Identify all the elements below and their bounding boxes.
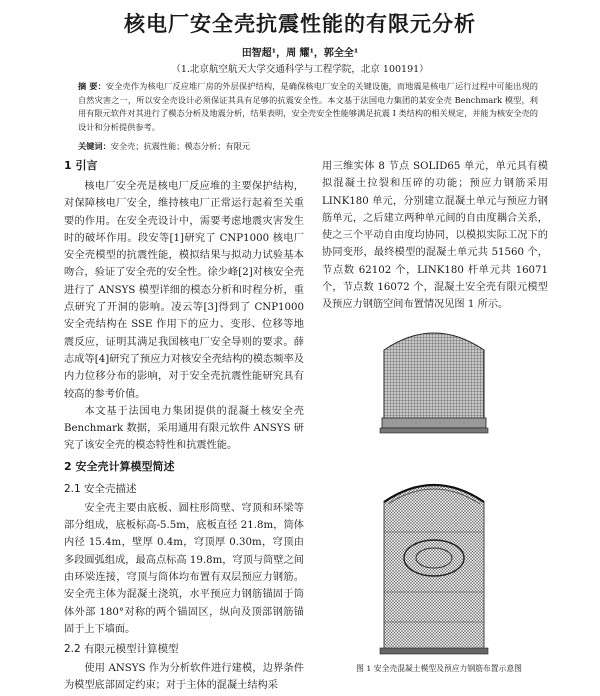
section-1-paragraph-2: 本文基于法国电力集团提供的混凝土核安全壳 Benchmark 数据，采用通用有限元软件 ANSYS 研究了该安全壳的模态特性和抗震性能。 (64, 405, 304, 452)
figure-caption: 图 1 安全壳混凝土模型及预应力钢筋布置示意图 (356, 664, 522, 673)
abstract-text: 安全壳作为核电厂反应堆厂房的外层保护结构，是确保核电厂安全的关键设施，而地震是核电厂运行过程中可能出现的自然灾害之一，所以安全壳设计必须保证其具有足够的抗震安全性。本文基于法国电力集团的某安全壳 Benchmark 模型，利用有限元软件对其进行了模态分析及地震分析，结果表明，安全壳安全性能够满足抗震 I 类结构的相关规定，并能为核安全壳的设计和分析提供参考。 (78, 81, 538, 132)
prestressed-tendon-layout (380, 485, 488, 654)
section-1-paragraph-1: 核电厂安全壳是核电厂反应堆的主要保护结构，对保障核电厂安全，维持核电厂正常运行起着至关重要的作用。在安全壳设计中，需要考虑地震灾害发生时的破坏作用。段安等[1]研究了 CNP1000 核电厂安全壳模型的抗震性能，模拟结果与拟动力试验基本吻合，验证了安全壳的安全性。徐少峰[2]对核安全壳进行了 ANSYS 模型详细的模态分析和时程分析，重点研究了开洞的影响。凌云等[3]得到了 CNP1000 安全壳结构在 SSE 作用下的应力、变形、位移等地震反应，证明其满足我国核电厂安全导则的要求。薛志成等[4]研究了预应力对核安全壳结构的模态频率及内力位移分布的影响，对于安全壳抗震性能研究具有较高的参考价值。 (64, 181, 304, 400)
containment-mesh-model (380, 333, 488, 433)
section-1-heading: 1 引言 (64, 159, 98, 172)
section-2-1-heading: 2.1 安全壳描述 (64, 482, 137, 495)
section-2-2-paragraph: 使用 ANSYS 作为分析软件进行建模，边界条件为模型底部固定约束；对于主体的混凝土结构采 (64, 663, 304, 692)
right-column-paragraph: 用三维实体 8 节点 SOLID65 单元，单元具有模拟混凝土拉裂和压碎的功能；预应力钢筋采用 LINK180 单元，分别建立混凝土单元与预应力钢筋单元，之后建立两种单元间的自由度耦合关系，使之三个平动自由度均协同，以模拟实际工况下的协同变形，最终模型的混凝土单元共 51560 个，节点数 62102 个，LINK180 杆单元共 16071 个，节点数 16072 个，混凝土安全壳有限元模型及预应力钢筋空间布置情况见图 1 所示。 (322, 161, 548, 311)
keywords-label: 关键词： (78, 141, 111, 151)
keywords (78, 140, 538, 153)
abstract-label: 摘 要： (78, 81, 106, 91)
left-column (64, 154, 304, 695)
author-list: 田智超¹，周 耀¹，郭全全¹ (241, 48, 359, 59)
keywords-text: 安全壳；抗震性能；模态分析；有限元 (110, 141, 250, 151)
containment-fem-figure (378, 322, 490, 657)
section-2-2-heading: 2.2 有限元模型计算模型 (64, 643, 179, 656)
paper-title: 核电厂安全壳抗震性能的有限元分析 (124, 12, 476, 36)
section-2-heading: 2 安全壳计算模型简述 (64, 459, 175, 473)
abstract (78, 80, 538, 134)
affiliation: （1.北京航空航天大学交通科学与工程学院，北京 100191） (171, 64, 429, 75)
section-2-1-paragraph: 安全壳主要由底板、圆柱形筒壁、穹顶和环梁等部分组成，底板标高-5.5m，底板直径 21.8m，筒体内径 15.4m，壁厚 0.4m，穹顶厚 0.30m，穹顶由多段圆弧组成，最高点标高 19.8m，穹顶与筒壁之间由环梁连接，穹顶与筒体均布置有双层预应力钢筋。安全壳主体为混凝土浇筑，水平预应力钢筋锚固于筒体外部 180°对称的两个锚固区，纵向及顶部钢筋锚固于上下墙面。 (64, 502, 304, 635)
right-column (322, 158, 548, 314)
